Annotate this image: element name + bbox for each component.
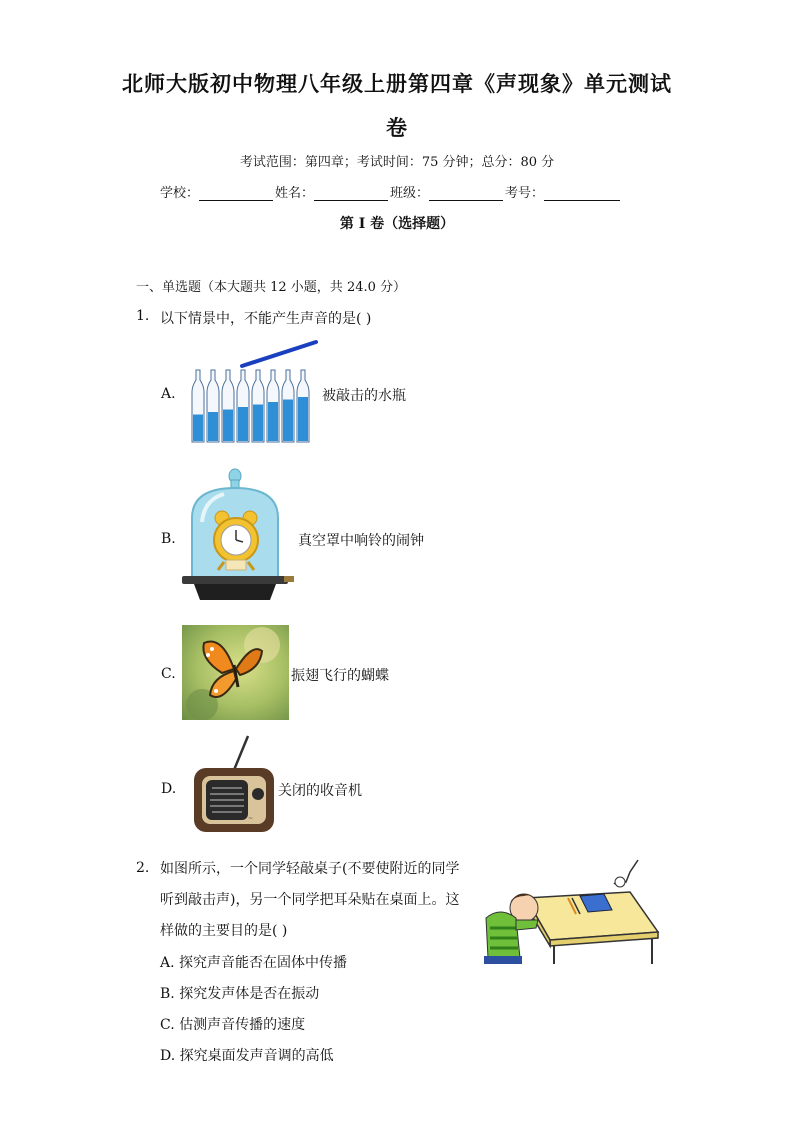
school-blank[interactable] [199, 187, 273, 201]
q2-option-d-letter: D. [160, 1048, 176, 1064]
q2-option-d-text: 探究桌面发声音调的高低 [179, 1048, 334, 1064]
bell-jar-alarm-clock-icon [178, 466, 296, 606]
bottle-water [268, 402, 278, 441]
q1-option-d-caption: 关闭的收音机 [278, 783, 362, 799]
student-ear-on-desk-icon [480, 858, 660, 966]
question-2-text-line-3: 样做的主要目的是( ) [160, 923, 288, 939]
q1-option-b-letter[interactable]: B. [161, 531, 176, 547]
q1-option-b-caption: 真空罩中响铃的闹钟 [298, 533, 424, 549]
page-title-continued: 卷 [386, 115, 408, 140]
q1-option-a-letter[interactable]: A. [161, 386, 176, 402]
question-2-number: 2. [136, 860, 150, 876]
name-label: 姓名： [275, 186, 315, 201]
question-1-text: 以下情景中，不能产生声音的是( ) [160, 311, 372, 327]
school-label: 学校： [160, 186, 200, 201]
section-heading: 一、单选题（本大题共 12 小题，共 24.0 分） [136, 280, 407, 295]
page-title: 北师大版初中物理八年级上册第四章《声现象》单元测试 [122, 71, 672, 96]
question-2-text-line-2: 听到敲击声)，另一个同学把耳朵贴在桌面上。这 [160, 892, 460, 908]
q2-option-b-letter: B. [160, 986, 175, 1002]
radio-brand-mark: ~ [248, 815, 254, 822]
question-1-number: 1. [136, 308, 150, 324]
q2-option-b[interactable] [160, 983, 319, 1003]
q2-option-d[interactable] [160, 1045, 334, 1065]
bottle-water [253, 405, 263, 442]
bottle-water [238, 407, 248, 441]
bottle-water [208, 412, 218, 441]
q2-option-b-text: 探究发声体是否在振动 [179, 986, 320, 1002]
question-2-text-line-1: 如图所示，一个同学轻敲桌子(不要使附近的同学 [160, 861, 460, 877]
bottle-water [298, 397, 308, 441]
volume-heading: 第 I 卷（选择题） [339, 216, 455, 232]
bottle-water [283, 400, 293, 442]
q1-option-c-caption: 振翅飞行的蝴蝶 [291, 668, 389, 684]
q1-option-a-caption: 被敲击的水瓶 [322, 388, 406, 404]
number-blank[interactable] [544, 187, 620, 201]
q2-option-c[interactable] [160, 1014, 305, 1034]
bottle-water [193, 415, 203, 442]
student-info-row [160, 182, 622, 201]
name-blank[interactable] [314, 187, 388, 201]
q2-option-c-text: 估测声音传播的速度 [179, 1017, 306, 1033]
q2-option-a[interactable] [160, 952, 347, 972]
class-blank[interactable] [429, 187, 503, 201]
q2-option-a-letter: A. [160, 955, 175, 971]
q2-option-a-text: 探究声音能否在固体中传播 [179, 955, 348, 971]
butterfly-photo-icon [182, 625, 289, 720]
q1-option-d-letter[interactable]: D. [161, 781, 177, 797]
exam-info: 考试范围：第四章；考试时间：75 分钟；总分：80 分 [239, 155, 555, 170]
number-label: 考号： [505, 186, 545, 201]
q1-option-c-letter[interactable]: C. [161, 666, 176, 682]
bottle-water [223, 410, 233, 442]
radio-icon [190, 734, 276, 836]
q2-option-c-letter: C. [160, 1017, 175, 1033]
water-bottles-icon [188, 338, 318, 444]
class-label: 班级： [390, 186, 430, 201]
